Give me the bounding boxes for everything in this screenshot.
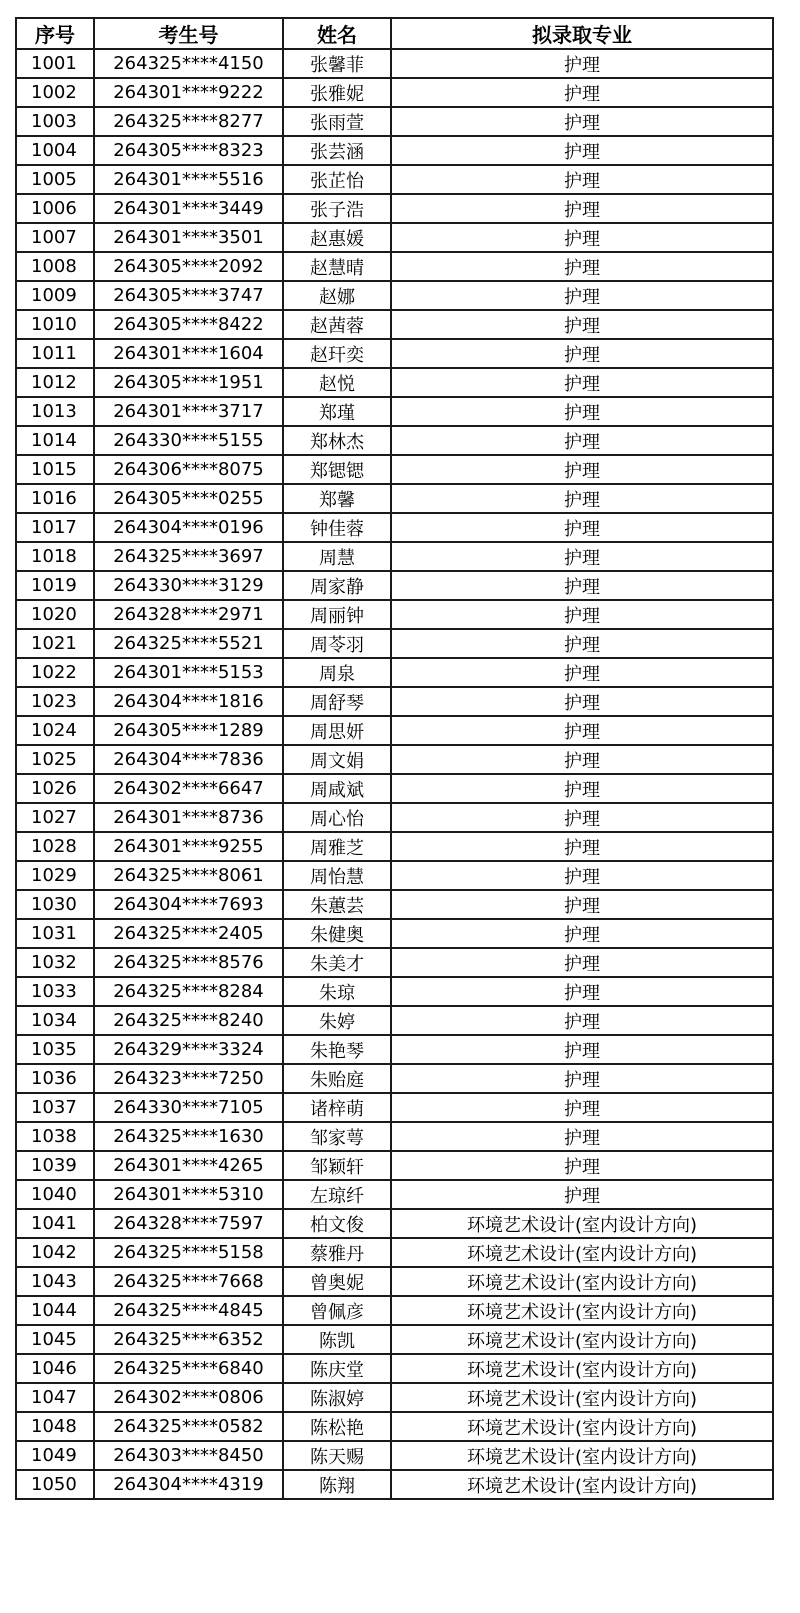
name-cell: 赵悦	[283, 368, 391, 397]
serial-number-cell: 1019	[16, 571, 94, 600]
major-cell: 护理	[391, 49, 773, 78]
serial-number-cell: 1033	[16, 977, 94, 1006]
table-row	[16, 542, 773, 571]
table-row	[16, 890, 773, 919]
serial-number-cell: 1013	[16, 397, 94, 426]
name-cell: 陈淑婷	[283, 1383, 391, 1412]
table-row	[16, 252, 773, 281]
name-cell: 钟佳蓉	[283, 513, 391, 542]
candidate-number-cell: 264328****7597	[94, 1209, 283, 1238]
candidate-number-cell: 264305****1951	[94, 368, 283, 397]
table-row	[16, 1151, 773, 1180]
major-cell: 护理	[391, 339, 773, 368]
major-cell: 护理	[391, 977, 773, 1006]
major-cell: 环境艺术设计(室内设计方向)	[391, 1441, 773, 1470]
serial-number-cell: 1042	[16, 1238, 94, 1267]
serial-number-cell: 1040	[16, 1180, 94, 1209]
major-cell: 护理	[391, 687, 773, 716]
major-cell: 护理	[391, 542, 773, 571]
name-cell: 周慧	[283, 542, 391, 571]
candidate-number-cell: 264304****1816	[94, 687, 283, 716]
candidate-number-cell: 264325****8277	[94, 107, 283, 136]
name-cell: 陈庆堂	[283, 1354, 391, 1383]
candidate-number-cell: 264305****8422	[94, 310, 283, 339]
table-row	[16, 948, 773, 977]
serial-number-cell: 1039	[16, 1151, 94, 1180]
major-cell: 环境艺术设计(室内设计方向)	[391, 1296, 773, 1325]
candidate-number-cell: 264301****4265	[94, 1151, 283, 1180]
name-cell: 邹颖轩	[283, 1151, 391, 1180]
serial-number-cell: 1047	[16, 1383, 94, 1412]
candidate-number-cell: 264301****3717	[94, 397, 283, 426]
candidate-number-cell: 264301****3501	[94, 223, 283, 252]
major-cell: 护理	[391, 861, 773, 890]
table-row	[16, 368, 773, 397]
name-cell: 曾奥妮	[283, 1267, 391, 1296]
serial-number-cell: 1011	[16, 339, 94, 368]
candidate-number-cell: 264325****7668	[94, 1267, 283, 1296]
major-cell: 护理	[391, 1180, 773, 1209]
table-row	[16, 281, 773, 310]
serial-number-cell: 1026	[16, 774, 94, 803]
table-row	[16, 1470, 773, 1499]
candidate-number-cell: 264305****8323	[94, 136, 283, 165]
candidate-number-cell: 264301****5310	[94, 1180, 283, 1209]
major-cell: 护理	[391, 513, 773, 542]
name-cell: 周泉	[283, 658, 391, 687]
major-cell: 环境艺术设计(室内设计方向)	[391, 1383, 773, 1412]
candidate-number-cell: 264325****6840	[94, 1354, 283, 1383]
table-row	[16, 861, 773, 890]
serial-number-cell: 1036	[16, 1064, 94, 1093]
serial-number-cell: 1031	[16, 919, 94, 948]
serial-number-cell: 1001	[16, 49, 94, 78]
name-cell: 朱健奥	[283, 919, 391, 948]
table-row	[16, 1180, 773, 1209]
header-name: 姓名	[283, 18, 391, 49]
name-cell: 陈凯	[283, 1325, 391, 1354]
admission-table	[15, 17, 774, 1500]
candidate-number-cell: 264323****7250	[94, 1064, 283, 1093]
name-cell: 张芷怡	[283, 165, 391, 194]
serial-number-cell: 1016	[16, 484, 94, 513]
candidate-number-cell: 264325****5521	[94, 629, 283, 658]
serial-number-cell: 1007	[16, 223, 94, 252]
table-row	[16, 194, 773, 223]
serial-number-cell: 1018	[16, 542, 94, 571]
candidate-number-cell: 264325****2405	[94, 919, 283, 948]
table-row	[16, 165, 773, 194]
table-header-row	[16, 18, 773, 49]
table-row	[16, 571, 773, 600]
name-cell: 左琼纤	[283, 1180, 391, 1209]
serial-number-cell: 1046	[16, 1354, 94, 1383]
name-cell: 诸梓萌	[283, 1093, 391, 1122]
major-cell: 护理	[391, 484, 773, 513]
table-row	[16, 1209, 773, 1238]
major-cell: 护理	[391, 397, 773, 426]
major-cell: 护理	[391, 803, 773, 832]
table-row	[16, 107, 773, 136]
major-cell: 护理	[391, 1122, 773, 1151]
table-row	[16, 397, 773, 426]
major-cell: 环境艺术设计(室内设计方向)	[391, 1354, 773, 1383]
table-row	[16, 832, 773, 861]
major-cell: 护理	[391, 1064, 773, 1093]
table-row	[16, 136, 773, 165]
serial-number-cell: 1006	[16, 194, 94, 223]
serial-number-cell: 1030	[16, 890, 94, 919]
candidate-number-cell: 264325****8576	[94, 948, 283, 977]
table-row	[16, 658, 773, 687]
serial-number-cell: 1032	[16, 948, 94, 977]
name-cell: 周舒琴	[283, 687, 391, 716]
serial-number-cell: 1008	[16, 252, 94, 281]
candidate-number-cell: 264301****9222	[94, 78, 283, 107]
major-cell: 护理	[391, 745, 773, 774]
candidate-number-cell: 264325****4845	[94, 1296, 283, 1325]
major-cell: 护理	[391, 426, 773, 455]
name-cell: 周丽钟	[283, 600, 391, 629]
table-row	[16, 1325, 773, 1354]
major-cell: 护理	[391, 281, 773, 310]
candidate-number-cell: 264305****2092	[94, 252, 283, 281]
name-cell: 张馨菲	[283, 49, 391, 78]
major-cell: 护理	[391, 1151, 773, 1180]
table-row	[16, 919, 773, 948]
major-cell: 环境艺术设计(室内设计方向)	[391, 1470, 773, 1499]
major-cell: 护理	[391, 658, 773, 687]
serial-number-cell: 1012	[16, 368, 94, 397]
table-row	[16, 716, 773, 745]
serial-number-cell: 1017	[16, 513, 94, 542]
table-row	[16, 977, 773, 1006]
name-cell: 周咸斌	[283, 774, 391, 803]
name-cell: 赵娜	[283, 281, 391, 310]
candidate-number-cell: 264302****0806	[94, 1383, 283, 1412]
table-row	[16, 223, 773, 252]
serial-number-cell: 1021	[16, 629, 94, 658]
major-cell: 护理	[391, 368, 773, 397]
serial-number-cell: 1041	[16, 1209, 94, 1238]
candidate-number-cell: 264304****0196	[94, 513, 283, 542]
name-cell: 陈松艳	[283, 1412, 391, 1441]
major-cell: 护理	[391, 455, 773, 484]
candidate-number-cell: 264325****3697	[94, 542, 283, 571]
candidate-number-cell: 264304****7693	[94, 890, 283, 919]
name-cell: 朱琼	[283, 977, 391, 1006]
table-row	[16, 600, 773, 629]
candidate-number-cell: 264330****5155	[94, 426, 283, 455]
serial-number-cell: 1010	[16, 310, 94, 339]
name-cell: 周文娟	[283, 745, 391, 774]
name-cell: 周家静	[283, 571, 391, 600]
serial-number-cell: 1027	[16, 803, 94, 832]
name-cell: 张芸涵	[283, 136, 391, 165]
header-major: 拟录取专业	[391, 18, 773, 49]
major-cell: 环境艺术设计(室内设计方向)	[391, 1412, 773, 1441]
candidate-number-cell: 264305****1289	[94, 716, 283, 745]
major-cell: 护理	[391, 571, 773, 600]
name-cell: 周心怡	[283, 803, 391, 832]
candidate-number-cell: 264325****1630	[94, 1122, 283, 1151]
serial-number-cell: 1005	[16, 165, 94, 194]
major-cell: 护理	[391, 165, 773, 194]
name-cell: 朱美才	[283, 948, 391, 977]
name-cell: 张雨萱	[283, 107, 391, 136]
name-cell: 郑锶锶	[283, 455, 391, 484]
table-row	[16, 629, 773, 658]
serial-number-cell: 1014	[16, 426, 94, 455]
table-row	[16, 484, 773, 513]
table-row	[16, 310, 773, 339]
name-cell: 朱艳琴	[283, 1035, 391, 1064]
name-cell: 曾佩彦	[283, 1296, 391, 1325]
serial-number-cell: 1022	[16, 658, 94, 687]
serial-number-cell: 1050	[16, 1470, 94, 1499]
major-cell: 护理	[391, 716, 773, 745]
table-row	[16, 803, 773, 832]
table-row	[16, 1412, 773, 1441]
table-row	[16, 745, 773, 774]
table-row	[16, 1006, 773, 1035]
name-cell: 柏文俊	[283, 1209, 391, 1238]
candidate-number-cell: 264325****8284	[94, 977, 283, 1006]
name-cell: 陈天赐	[283, 1441, 391, 1470]
candidate-number-cell: 264303****8450	[94, 1441, 283, 1470]
candidate-number-cell: 264301****9255	[94, 832, 283, 861]
name-cell: 蔡雅丹	[283, 1238, 391, 1267]
name-cell: 周怡慧	[283, 861, 391, 890]
table-row	[16, 1296, 773, 1325]
candidate-number-cell: 264301****5516	[94, 165, 283, 194]
name-cell: 赵慧晴	[283, 252, 391, 281]
name-cell: 周思妍	[283, 716, 391, 745]
serial-number-cell: 1023	[16, 687, 94, 716]
major-cell: 护理	[391, 890, 773, 919]
major-cell: 护理	[391, 1006, 773, 1035]
major-cell: 护理	[391, 600, 773, 629]
table-row	[16, 1238, 773, 1267]
serial-number-cell: 1004	[16, 136, 94, 165]
table-row	[16, 687, 773, 716]
table-row	[16, 513, 773, 542]
name-cell: 朱婷	[283, 1006, 391, 1035]
major-cell: 护理	[391, 832, 773, 861]
major-cell: 环境艺术设计(室内设计方向)	[391, 1238, 773, 1267]
candidate-number-cell: 264329****3324	[94, 1035, 283, 1064]
candidate-number-cell: 264305****3747	[94, 281, 283, 310]
candidate-number-cell: 264325****4150	[94, 49, 283, 78]
candidate-number-cell: 264301****3449	[94, 194, 283, 223]
candidate-number-cell: 264328****2971	[94, 600, 283, 629]
major-cell: 环境艺术设计(室内设计方向)	[391, 1267, 773, 1296]
table-row	[16, 1035, 773, 1064]
serial-number-cell: 1044	[16, 1296, 94, 1325]
serial-number-cell: 1034	[16, 1006, 94, 1035]
major-cell: 护理	[391, 223, 773, 252]
candidate-number-cell: 264302****6647	[94, 774, 283, 803]
table-row	[16, 1441, 773, 1470]
major-cell: 护理	[391, 919, 773, 948]
major-cell: 护理	[391, 252, 773, 281]
major-cell: 护理	[391, 310, 773, 339]
candidate-number-cell: 264301****5153	[94, 658, 283, 687]
table-row	[16, 1267, 773, 1296]
table-row	[16, 774, 773, 803]
serial-number-cell: 1025	[16, 745, 94, 774]
name-cell: 朱贻庭	[283, 1064, 391, 1093]
header-serial-number: 序号	[16, 18, 94, 49]
serial-number-cell: 1045	[16, 1325, 94, 1354]
candidate-number-cell: 264306****8075	[94, 455, 283, 484]
table-row	[16, 1383, 773, 1412]
serial-number-cell: 1009	[16, 281, 94, 310]
candidate-number-cell: 264325****8061	[94, 861, 283, 890]
serial-number-cell: 1037	[16, 1093, 94, 1122]
name-cell: 郑瑾	[283, 397, 391, 426]
candidate-number-cell: 264304****7836	[94, 745, 283, 774]
major-cell: 环境艺术设计(室内设计方向)	[391, 1325, 773, 1354]
header-candidate-number: 考生号	[94, 18, 283, 49]
name-cell: 邹家萼	[283, 1122, 391, 1151]
serial-number-cell: 1002	[16, 78, 94, 107]
name-cell: 赵惠媛	[283, 223, 391, 252]
name-cell: 陈翔	[283, 1470, 391, 1499]
name-cell: 朱蕙芸	[283, 890, 391, 919]
major-cell: 护理	[391, 948, 773, 977]
major-cell: 护理	[391, 1035, 773, 1064]
serial-number-cell: 1020	[16, 600, 94, 629]
candidate-number-cell: 264330****3129	[94, 571, 283, 600]
name-cell: 郑馨	[283, 484, 391, 513]
major-cell: 环境艺术设计(室内设计方向)	[391, 1209, 773, 1238]
name-cell: 周苓羽	[283, 629, 391, 658]
name-cell: 周雅芝	[283, 832, 391, 861]
name-cell: 张子浩	[283, 194, 391, 223]
candidate-number-cell: 264325****0582	[94, 1412, 283, 1441]
candidate-number-cell: 264304****4319	[94, 1470, 283, 1499]
major-cell: 护理	[391, 194, 773, 223]
major-cell: 护理	[391, 629, 773, 658]
table-row	[16, 49, 773, 78]
serial-number-cell: 1048	[16, 1412, 94, 1441]
major-cell: 护理	[391, 774, 773, 803]
candidate-number-cell: 264301****8736	[94, 803, 283, 832]
serial-number-cell: 1003	[16, 107, 94, 136]
candidate-number-cell: 264325****6352	[94, 1325, 283, 1354]
table-row	[16, 1064, 773, 1093]
table-row	[16, 1093, 773, 1122]
serial-number-cell: 1043	[16, 1267, 94, 1296]
major-cell: 护理	[391, 1093, 773, 1122]
serial-number-cell: 1049	[16, 1441, 94, 1470]
table-row	[16, 455, 773, 484]
candidate-number-cell: 264325****5158	[94, 1238, 283, 1267]
name-cell: 郑林杰	[283, 426, 391, 455]
major-cell: 护理	[391, 136, 773, 165]
major-cell: 护理	[391, 78, 773, 107]
serial-number-cell: 1015	[16, 455, 94, 484]
table-row	[16, 1354, 773, 1383]
table-row	[16, 339, 773, 368]
name-cell: 赵玕奕	[283, 339, 391, 368]
name-cell: 张雅妮	[283, 78, 391, 107]
serial-number-cell: 1024	[16, 716, 94, 745]
table-row	[16, 78, 773, 107]
candidate-number-cell: 264325****8240	[94, 1006, 283, 1035]
serial-number-cell: 1029	[16, 861, 94, 890]
name-cell: 赵茜蓉	[283, 310, 391, 339]
table-row	[16, 426, 773, 455]
serial-number-cell: 1038	[16, 1122, 94, 1151]
candidate-number-cell: 264330****7105	[94, 1093, 283, 1122]
serial-number-cell: 1028	[16, 832, 94, 861]
candidate-number-cell: 264305****0255	[94, 484, 283, 513]
candidate-number-cell: 264301****1604	[94, 339, 283, 368]
serial-number-cell: 1035	[16, 1035, 94, 1064]
major-cell: 护理	[391, 107, 773, 136]
table-row	[16, 1122, 773, 1151]
